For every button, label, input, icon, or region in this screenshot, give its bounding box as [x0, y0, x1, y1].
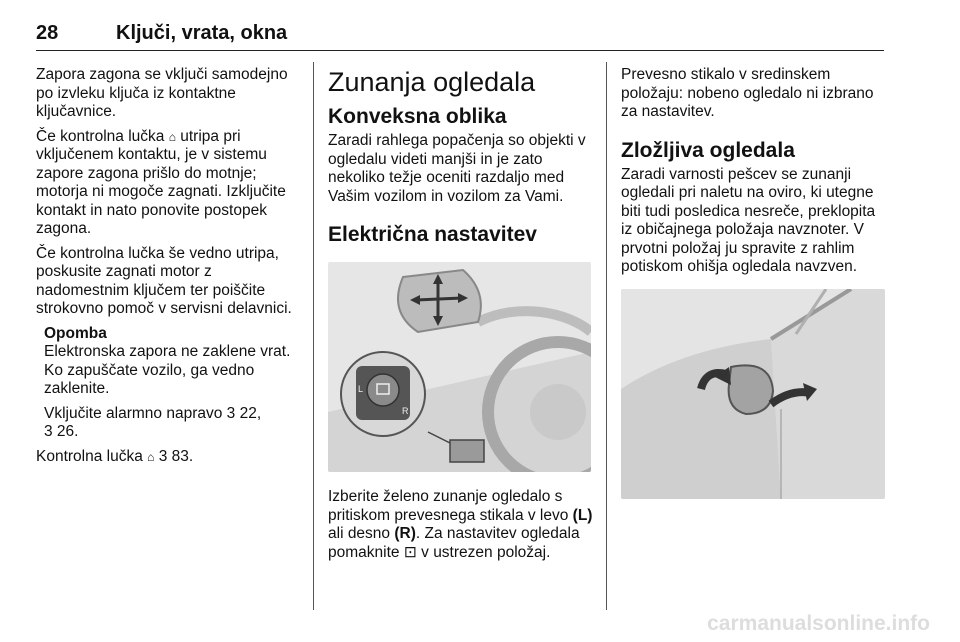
paragraph: Če kontrolna lučka še vedno utripa, poskusite zagnati motor z nadomestnim ključem ter poiščite strokovno pomoč v servisni delavnici.	[36, 244, 292, 317]
ref-arrow-icon: 3	[44, 423, 53, 440]
svg-text:L: L	[358, 384, 364, 394]
section-heading: Zunanja ogledala	[328, 67, 536, 97]
note-reference: Vključite alarmno napravo 3 22, 3 26.	[44, 404, 262, 440]
immobiliser-icon: ⌂	[147, 449, 155, 464]
page-header	[36, 22, 884, 51]
ref-arrow-icon: 3	[226, 404, 236, 422]
subsection-heading: Električna nastavitev	[328, 223, 537, 246]
folding-mirror-illustration	[621, 289, 885, 499]
column-middle	[328, 66, 594, 568]
chapter-title: Ključi, vrata, okna	[116, 22, 288, 44]
watermark: carmanualsonline.info	[707, 612, 930, 635]
paragraph: Zapora zagona se vključi samodejno po izvleku ključa iz kontaktne ključavnice.	[36, 66, 288, 120]
mirror-adjust-icon: ⊡	[403, 543, 417, 561]
page-number: 28	[36, 22, 59, 44]
column-right	[621, 66, 889, 499]
column-left	[36, 66, 304, 472]
paragraph: Izberite želeno zunanje ogledalo s pritiskom prevesnega stikala v levo (L) ali desno (R). Za nastavitev ogledala pomaknite ⊡ v ustrezen položaj.	[328, 488, 593, 561]
immobiliser-icon: ⌂	[168, 129, 176, 144]
paragraph: Kontrolna lučka ⌂ 3 83.	[36, 447, 194, 465]
paragraph: Prevesno stikalo v sredinskem položaju: nobeno ogledalo ni izbrano za nastavitev.	[621, 66, 874, 120]
ref-arrow-icon: 3	[158, 447, 168, 465]
subsection-heading: Konveksna oblika	[328, 105, 507, 128]
subsection-heading: Zložljiva ogledala	[621, 138, 795, 162]
note-box	[44, 325, 304, 442]
mirror-switch-illustration	[328, 262, 591, 472]
paragraph: Če kontrolna lučka ⌂ utripa pri vključenem kontaktu, je v sistemu zapore zagona prišlo do motnje; motorja ni mogoče zagnati. Izključite kontakt in nato ponovite postopek zagona.	[36, 127, 286, 237]
column-divider-1	[313, 62, 314, 610]
svg-text:R: R	[402, 406, 409, 416]
note-heading: Opomba	[44, 324, 107, 342]
paragraph: Zaradi rahlega popačenja so objekti v ogledalu videti manjši in je zato nekoliko težje oceniti razdaljo med Vašim vozilom in vozilom za Vami.	[328, 132, 586, 205]
column-divider-2	[606, 62, 607, 610]
paragraph: Zaradi varnosti pešcev se zunanji ogledali pri naletu na oviro, ki utegne biti tudi posledica nesreče, preklopita iz običajnega položaja navznoter. V prvotni položaj ju spravite z rahlim potiskom ohišja ogledala navzven.	[621, 165, 876, 275]
note-text: Elektronska zapora ne zaklene vrat. Ko zapuščate vozilo, ga vedno zaklenite.	[44, 343, 291, 397]
